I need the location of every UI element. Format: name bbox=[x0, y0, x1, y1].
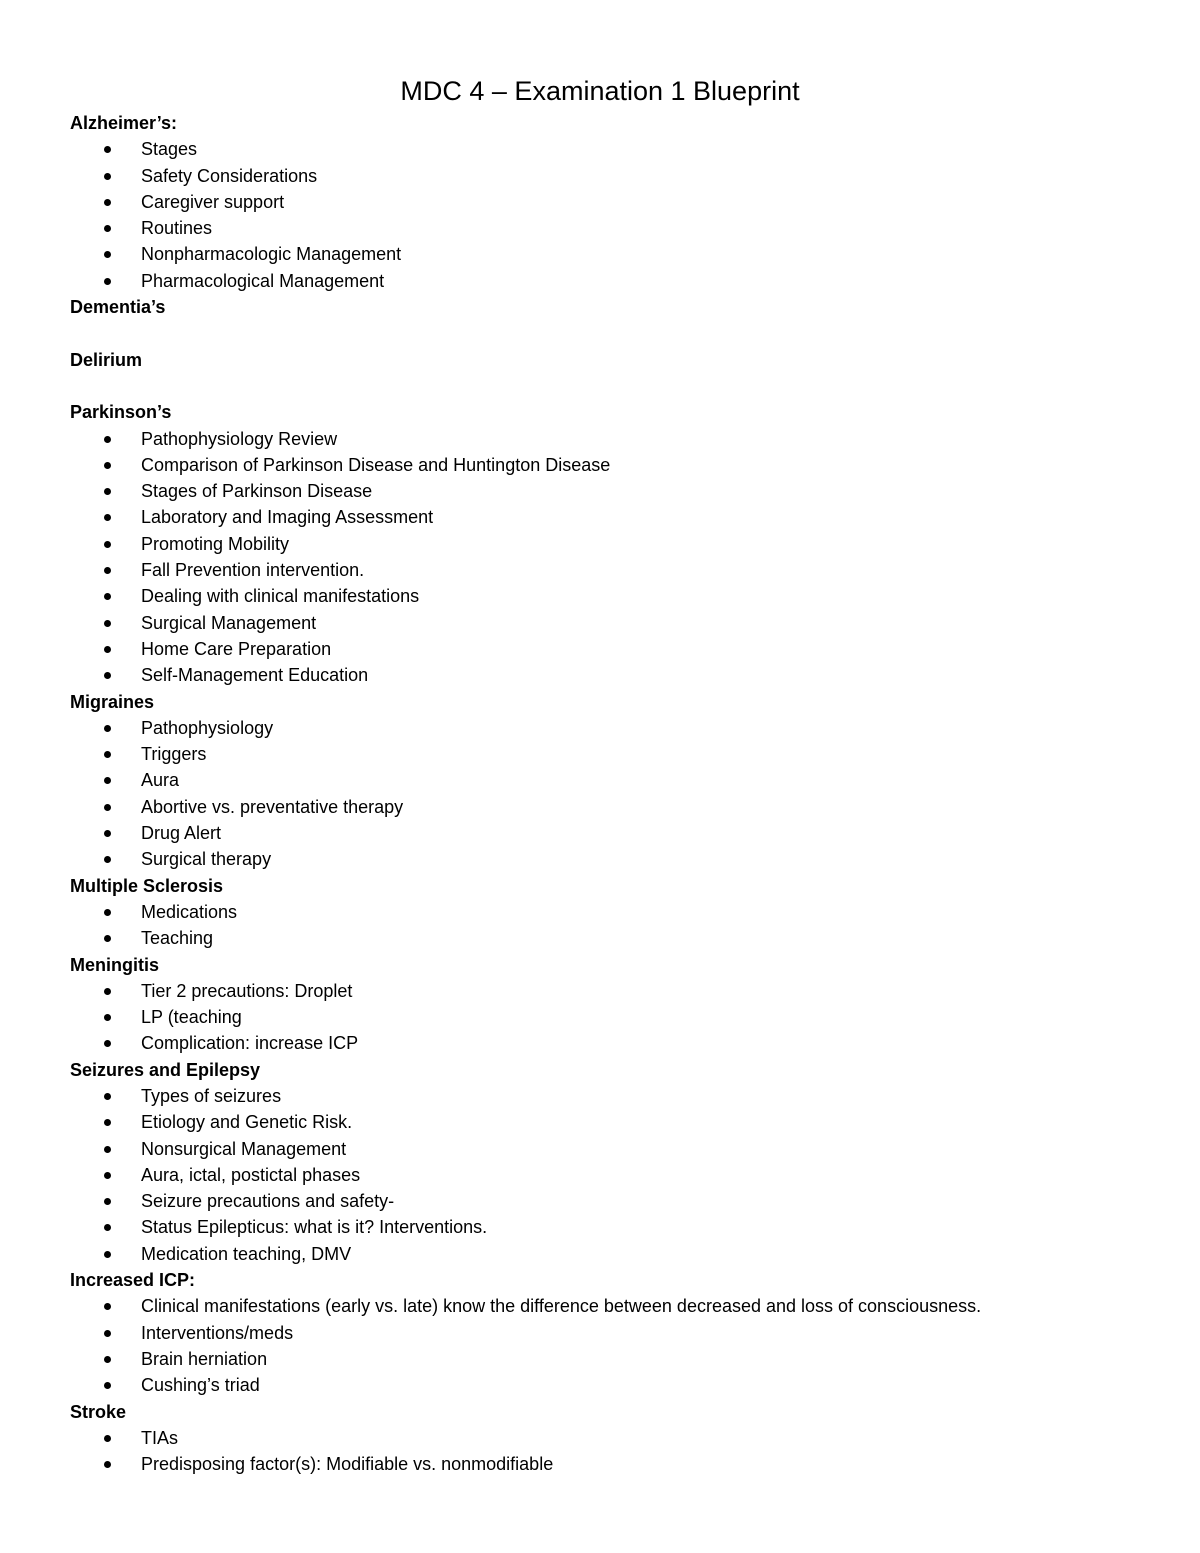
bullet-list bbox=[70, 899, 1150, 952]
section-heading: Delirium bbox=[70, 349, 143, 370]
list-item bbox=[70, 136, 1150, 162]
list-item-text: Tier 2 precautions: Droplet bbox=[141, 980, 353, 1001]
list-item-text: Nonsurgical Management bbox=[141, 1138, 347, 1159]
list-item bbox=[70, 557, 1150, 583]
bullet-icon bbox=[104, 1356, 111, 1363]
list-item bbox=[70, 820, 1150, 846]
bullet-list bbox=[70, 715, 1150, 873]
list-item-text: Status Epilepticus: what is it? Interventions. bbox=[141, 1217, 488, 1238]
list-item-text: Safety Considerations bbox=[141, 165, 318, 186]
list-item-text: Teaching bbox=[141, 928, 214, 949]
section-heading: Parkinson’s bbox=[70, 402, 172, 423]
list-item bbox=[70, 1188, 1150, 1214]
section-heading: Migraines bbox=[70, 691, 155, 712]
list-item bbox=[70, 1451, 1150, 1477]
bullet-icon bbox=[104, 1093, 111, 1100]
section-heading: Seizures and Epilepsy bbox=[70, 1059, 261, 1080]
list-item-text: Clinical manifestations (early vs. late) know the difference between decreased and loss of consciousness. bbox=[141, 1296, 982, 1317]
bullet-icon bbox=[104, 593, 111, 600]
bullet-icon bbox=[104, 672, 111, 679]
bullet-icon bbox=[104, 1224, 111, 1231]
bullet-icon bbox=[104, 1146, 111, 1153]
list-item-text: Surgical Management bbox=[141, 612, 317, 633]
list-item bbox=[70, 504, 1150, 530]
list-item-text: Drug Alert bbox=[141, 823, 222, 844]
list-item-text: Laboratory and Imaging Assessment bbox=[141, 507, 434, 528]
list-item bbox=[70, 268, 1150, 294]
bullet-icon bbox=[104, 1382, 111, 1389]
bullet-icon bbox=[104, 488, 111, 495]
section-heading: Stroke bbox=[70, 1401, 127, 1422]
list-item-text: Pathophysiology bbox=[141, 717, 274, 738]
list-item bbox=[70, 978, 1150, 1004]
bullet-icon bbox=[104, 1119, 111, 1126]
list-item-text: Pathophysiology Review bbox=[141, 428, 338, 449]
list-item-text: Aura bbox=[141, 770, 180, 791]
bullet-icon bbox=[104, 462, 111, 469]
list-item-text: Promoting Mobility bbox=[141, 533, 290, 554]
bullet-icon bbox=[104, 225, 111, 232]
bullet-icon bbox=[104, 1040, 111, 1047]
list-item bbox=[70, 163, 1150, 189]
list-item-text: Seizure precautions and safety- bbox=[141, 1191, 395, 1212]
list-item bbox=[70, 767, 1150, 793]
list-item-text: Surgical therapy bbox=[141, 849, 272, 870]
list-item bbox=[70, 662, 1150, 688]
list-item bbox=[70, 1241, 1150, 1267]
bullet-icon bbox=[104, 935, 111, 942]
bullet-icon bbox=[104, 1435, 111, 1442]
section-heading: Meningitis bbox=[70, 954, 159, 975]
list-item bbox=[70, 899, 1150, 925]
list-item-text: Nonpharmacologic Management bbox=[141, 244, 402, 265]
list-item bbox=[70, 1214, 1150, 1240]
bullet-list bbox=[70, 1425, 1150, 1478]
list-item bbox=[70, 1109, 1150, 1135]
list-item-text: Brain herniation bbox=[141, 1348, 268, 1369]
list-item-text: Interventions/meds bbox=[141, 1322, 294, 1343]
section-heading: Dementia’s bbox=[70, 297, 166, 318]
list-item-text: Routines bbox=[141, 218, 213, 239]
list-item bbox=[70, 1346, 1150, 1372]
list-item bbox=[70, 1162, 1150, 1188]
list-item-text: Complication: increase ICP bbox=[141, 1033, 359, 1054]
bullet-icon bbox=[104, 278, 111, 285]
list-item-text: Caregiver support bbox=[141, 191, 285, 212]
list-item-text: Abortive vs. preventative therapy bbox=[141, 796, 404, 817]
list-item-text: Predisposing factor(s): Modifiable vs. nonmodifiable bbox=[141, 1454, 554, 1475]
bullet-icon bbox=[104, 856, 111, 863]
bullet-list bbox=[70, 426, 1150, 689]
bullet-icon bbox=[104, 514, 111, 521]
bullet-icon bbox=[104, 1461, 111, 1468]
bullet-list bbox=[70, 1083, 1150, 1267]
list-item-text: Pharmacological Management bbox=[141, 270, 385, 291]
section-heading: Alzheimer’s: bbox=[70, 113, 178, 133]
list-item bbox=[70, 925, 1150, 951]
list-item-text: Dealing with clinical manifestations bbox=[141, 586, 420, 607]
list-item bbox=[70, 1372, 1150, 1398]
list-item-text: Medications bbox=[141, 901, 238, 922]
document-body bbox=[70, 110, 1150, 1477]
list-item bbox=[70, 1425, 1150, 1451]
bullet-icon bbox=[104, 541, 111, 548]
list-item-text: Stages bbox=[141, 139, 198, 160]
bullet-list bbox=[70, 136, 1150, 294]
section-heading: Increased ICP: bbox=[70, 1270, 196, 1291]
list-item bbox=[70, 1293, 1150, 1319]
list-item-text: Stages of Parkinson Disease bbox=[141, 481, 373, 502]
list-item bbox=[70, 583, 1150, 609]
list-item bbox=[70, 846, 1150, 872]
bullet-icon bbox=[104, 1303, 111, 1310]
list-item-text: Triggers bbox=[141, 744, 207, 765]
list-item bbox=[70, 1320, 1150, 1346]
list-item bbox=[70, 426, 1150, 452]
bullet-icon bbox=[104, 777, 111, 784]
blank-line bbox=[70, 320, 1150, 346]
section-heading: Multiple Sclerosis bbox=[70, 875, 224, 896]
list-item-text: Etiology and Genetic Risk. bbox=[141, 1112, 353, 1133]
bullet-icon bbox=[104, 1330, 111, 1337]
bullet-icon bbox=[104, 988, 111, 995]
list-item bbox=[70, 636, 1150, 662]
bullet-icon bbox=[104, 1014, 111, 1021]
bullet-list bbox=[70, 978, 1150, 1057]
list-item bbox=[70, 241, 1150, 267]
list-item bbox=[70, 189, 1150, 215]
bullet-icon bbox=[104, 725, 111, 732]
list-item bbox=[70, 741, 1150, 767]
document-title: MDC 4 – Examination 1 Blueprint bbox=[400, 76, 800, 106]
bullet-icon bbox=[104, 567, 111, 574]
bullet-icon bbox=[104, 251, 111, 258]
list-item-text: Aura, ictal, postictal phases bbox=[141, 1164, 361, 1185]
list-item-text: Cushing’s triad bbox=[141, 1375, 260, 1396]
list-item bbox=[70, 794, 1150, 820]
blank-line bbox=[70, 373, 1150, 399]
bullet-icon bbox=[104, 830, 111, 837]
bullet-icon bbox=[104, 173, 111, 180]
bullet-icon bbox=[104, 751, 111, 758]
list-item bbox=[70, 1136, 1150, 1162]
list-item bbox=[70, 1083, 1150, 1109]
bullet-icon bbox=[104, 804, 111, 811]
bullet-icon bbox=[104, 1198, 111, 1205]
list-item bbox=[70, 610, 1150, 636]
list-item bbox=[70, 715, 1150, 741]
list-item bbox=[70, 215, 1150, 241]
list-item-text: Home Care Preparation bbox=[141, 638, 332, 659]
bullet-icon bbox=[104, 199, 111, 206]
list-item-text: Types of seizures bbox=[141, 1085, 282, 1106]
list-item-text: Self-Management Education bbox=[141, 665, 369, 686]
bullet-icon bbox=[104, 436, 111, 443]
list-item bbox=[70, 452, 1150, 478]
bullet-icon bbox=[104, 146, 111, 153]
bullet-icon bbox=[104, 1251, 111, 1258]
bullet-icon bbox=[104, 620, 111, 627]
list-item bbox=[70, 531, 1150, 557]
bullet-list bbox=[70, 1293, 1150, 1398]
list-item-text: Medication teaching, DMV bbox=[141, 1243, 352, 1264]
bullet-icon bbox=[104, 909, 111, 916]
bullet-icon bbox=[104, 646, 111, 653]
list-item-text: Fall Prevention intervention. bbox=[141, 560, 365, 581]
list-item bbox=[70, 1004, 1150, 1030]
list-item bbox=[70, 478, 1150, 504]
bullet-icon bbox=[104, 1172, 111, 1179]
list-item-text: TIAs bbox=[141, 1427, 179, 1448]
list-item-text: Comparison of Parkinson Disease and Huntington Disease bbox=[141, 454, 611, 475]
list-item-text: LP (teaching bbox=[141, 1007, 242, 1028]
list-item bbox=[70, 1030, 1150, 1056]
